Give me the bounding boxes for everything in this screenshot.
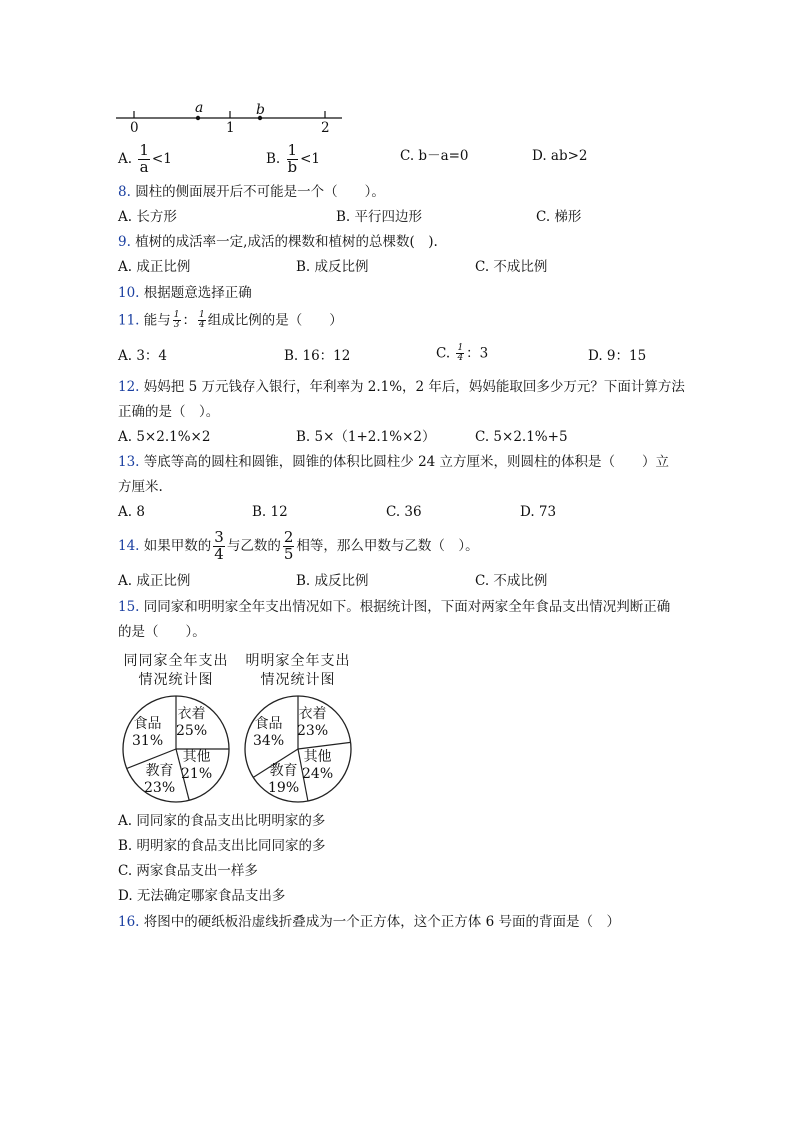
q9-option-a[interactable]: A. 成正比例: [118, 259, 191, 275]
slice-category: 食品: [254, 716, 283, 732]
slice-category: 教育: [145, 763, 174, 779]
q11-option-a[interactable]: A. 3：4: [118, 348, 168, 364]
tick-2-label: 2: [321, 120, 330, 136]
q11-option-c[interactable]: [436, 344, 488, 364]
q13-option-c[interactable]: C. 36: [386, 504, 422, 520]
slice-category: 其他: [182, 749, 211, 765]
q13-option-d[interactable]: D. 73: [520, 504, 557, 520]
fraction-denominator: 4: [457, 353, 464, 364]
slice-category: 衣着: [298, 706, 327, 722]
chart2-label-education: [268, 763, 299, 797]
chart2-label-food: [253, 716, 284, 750]
slice-value: 19%: [268, 779, 300, 796]
fraction-denominator: a: [139, 157, 149, 176]
q15-option-b[interactable]: B. 明明家的食品支出比同同家的多: [118, 838, 326, 854]
q8-option-a[interactable]: A. 长方形: [118, 209, 177, 225]
q9-option-b[interactable]: B. 成反比例: [296, 259, 369, 275]
slice-category: 教育: [269, 763, 298, 779]
q9-option-c[interactable]: C. 不成比例: [475, 259, 548, 275]
slice-value: 23%: [144, 779, 176, 796]
colon: ：: [182, 312, 197, 329]
fraction-numerator: 1: [199, 310, 205, 320]
q12-option-b[interactable]: B. 5×（1+2.1%×2）: [296, 429, 436, 445]
q7-option-d[interactable]: D. ab>2: [532, 148, 588, 164]
chart1-label-food: [132, 716, 163, 750]
fraction-3-4: [213, 530, 225, 563]
q8-option-b[interactable]: B. 平行四边形: [336, 209, 423, 225]
question-text: 组成比例的是（ ）: [207, 312, 343, 329]
fraction-denominator: 5: [283, 544, 294, 563]
question-number: 9.: [118, 234, 131, 250]
chart1-label-education: [144, 763, 175, 797]
question-text: 同同家和明明家全年支出情况如下。根据统计图，下面对两家全年食品支出情况判断正确: [143, 599, 671, 615]
slice-category: 其他: [303, 749, 332, 765]
q13-stem-line2: 方厘米.: [118, 479, 163, 495]
q8-stem: [118, 186, 385, 200]
point-a-label: a: [195, 100, 204, 116]
fraction-1-3: [173, 311, 181, 331]
option-text: ：3: [466, 345, 489, 362]
q11-option-d[interactable]: D. 9：15: [588, 348, 647, 364]
option-letter: B.: [266, 150, 281, 167]
slice-value: 21%: [181, 765, 213, 782]
slice-value: 25%: [176, 722, 208, 739]
q15-stem: [118, 601, 670, 615]
q7-option-c[interactable]: C. b－a=0: [400, 148, 469, 164]
fraction-numerator: 3: [214, 528, 224, 546]
fraction-numerator: 1: [457, 343, 464, 353]
chart1-title: [118, 652, 234, 690]
q13-stem: [118, 456, 669, 470]
slice-category: 衣着: [177, 706, 206, 722]
q13-option-a[interactable]: A. 8: [118, 504, 145, 520]
q14-option-a[interactable]: A. 成正比例: [118, 573, 191, 589]
option-text: <1: [151, 150, 172, 167]
q15-option-c[interactable]: C. 两家食品支出一样多: [118, 863, 258, 879]
slice-value: 34%: [253, 732, 285, 749]
chart1-label-other: [181, 749, 212, 783]
question-number: 14.: [118, 537, 140, 554]
q14-option-b[interactable]: B. 成反比例: [296, 573, 369, 589]
question-text: 相等，那么甲数与乙数（ ）。: [296, 537, 479, 554]
chart2-label-other: [302, 749, 333, 783]
q8-option-c[interactable]: C. 梯形: [536, 209, 582, 225]
chart1-title-line1: 同同家全年支出: [123, 653, 229, 669]
q13-option-b[interactable]: B. 12: [252, 504, 288, 520]
question-text: 植树的成活率一定,成活的棵数和植树的总棵数( ).: [135, 234, 438, 250]
question-number: 15.: [118, 599, 140, 615]
tick-1-label: 1: [226, 120, 235, 136]
question-number: 10.: [118, 285, 140, 301]
fraction-denominator: 3: [173, 320, 180, 331]
q7-option-a[interactable]: [118, 143, 172, 176]
fraction-denominator: b: [287, 157, 298, 176]
option-letter: A.: [118, 150, 133, 167]
chart1-title-line2: 情况统计图: [138, 671, 214, 688]
question-number: 12.: [118, 379, 140, 395]
question-text: 与乙数的: [226, 537, 281, 554]
slice-category: 食品: [133, 716, 162, 732]
q12-option-a[interactable]: A. 5×2.1%×2: [118, 429, 211, 445]
question-number: 11.: [118, 312, 140, 329]
q15-stem-line2: 的是（ ）。: [118, 624, 206, 640]
q9-stem: [118, 236, 438, 250]
chart2-title-line2: 情况统计图: [260, 671, 336, 688]
q12-option-c[interactable]: C. 5×2.1%+5: [475, 429, 568, 445]
option-letter: C.: [436, 345, 451, 362]
fraction-numerator: 1: [139, 141, 149, 159]
question-number: 13.: [118, 454, 140, 470]
chart2-title: [240, 652, 356, 690]
chart1-label-clothing: [176, 706, 207, 740]
fraction-1-4: [198, 311, 206, 331]
pie-slice-boundary-other: [298, 742, 351, 749]
q7-option-b[interactable]: [266, 143, 320, 176]
q12-stem: [118, 381, 685, 395]
q11-stem: [118, 311, 343, 331]
question-number: 16.: [118, 914, 140, 930]
q12-stem-line2: 正确的是（ ）。: [118, 404, 220, 420]
question-text: 能与: [143, 312, 171, 329]
question-text: 妈妈把 5 万元钱存入银行，年利率为 2.1%，2 年后，妈妈能取回多少万元？下面计算方法: [143, 379, 685, 395]
fraction-denominator: 4: [214, 544, 224, 563]
q15-option-d[interactable]: D. 无法确定哪家食品支出多: [118, 888, 286, 904]
q16-stem: [118, 916, 620, 930]
chart2-title-line1: 明明家全年支出: [245, 653, 351, 669]
q14-option-c[interactable]: C. 不成比例: [475, 573, 548, 589]
slice-value: 31%: [132, 732, 164, 749]
slice-value: 24%: [302, 765, 334, 782]
question-number: 8.: [118, 184, 131, 200]
point-b-label: b: [256, 102, 265, 118]
fraction-1-4: [456, 344, 464, 364]
tick-0-label: 0: [130, 120, 139, 136]
fraction-numerator: 1: [173, 310, 180, 320]
fraction-numerator: 1: [287, 141, 298, 159]
question-text: 如果甲数的: [143, 537, 212, 554]
slice-value: 23%: [297, 722, 329, 739]
option-text: <1: [300, 150, 320, 167]
chart2-label-clothing: [297, 706, 328, 740]
q11-option-b[interactable]: B. 16：12: [284, 348, 351, 364]
fraction-denominator: 4: [199, 320, 205, 331]
fraction-numerator: 2: [283, 528, 294, 546]
question-text: 圆柱的侧面展开后不可能是一个（ ）。: [135, 184, 385, 200]
point-a: [196, 116, 200, 120]
question-text: 根据题意选择正确: [143, 285, 252, 301]
fraction-1-over-a: [138, 143, 150, 176]
q15-option-a[interactable]: A. 同同家的食品支出比明明家的多: [118, 813, 326, 829]
q10-stem: [118, 287, 252, 301]
fraction-1-over-b: [287, 143, 299, 176]
fraction-2-5: [283, 530, 295, 563]
question-text: 等底等高的圆柱和圆锥，圆锥的体积比圆柱少 24 立方厘米，则圆柱的体积是（ ）立: [143, 454, 670, 470]
question-text: 将图中的硬纸板沿虚线折叠成为一个正方体，这个正方体 6 号面的背面是（ ）: [143, 914, 620, 930]
q14-stem: [118, 530, 479, 563]
